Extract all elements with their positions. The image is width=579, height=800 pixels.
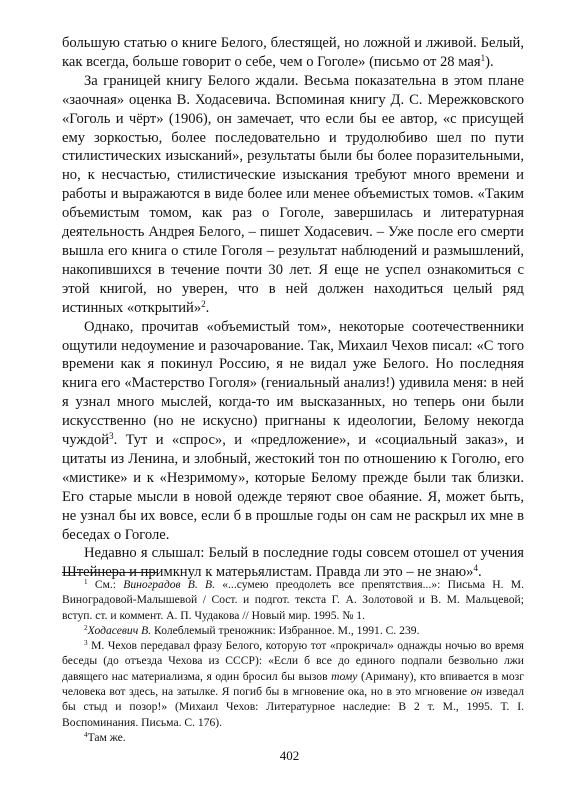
- footnote-text: См.:: [87, 578, 124, 591]
- footnote-text: «...сумею преодолеть все препятствия...»: Письма Н. М. Виноградовой-Малышевой / Сост. и подгот. текста Г. А. Золотовой и В. М. Мальцевой; вступ. ст. и коммент. А. П. Чудакова // Новый мир. 1995. № 1.: [62, 578, 524, 622]
- footnote-text: М. Чехов передавал фразу Белого, которую тот «прокричал» однажды ночью во время беседы (до отъезда Чехова из СССР): «Если б все до единого подпали безвольно лжи давящего нас материализма, я один бросил бы вызов: [62, 639, 524, 683]
- page-number: 402: [279, 748, 300, 763]
- footnote-ref: 3: [109, 431, 114, 442]
- footnote: [62, 638, 524, 730]
- footnote-ref: 2: [201, 298, 206, 309]
- footnote: [62, 623, 524, 638]
- paragraph-text-tail: .: [478, 564, 482, 581]
- paragraph-text-tail: . Тут и «спрос», и «предложение», и «социальный заказ», и цитаты из Ленина, и злобный, жестокий тон по отношению к Гоголю, его «мистике» и к «Незримому», которые Белому прежде были так близки. Его старые мысли в новой одежде теряют свое обаяние. Я, может быть, не узнал бы их вовсе, если б в прошлые годы он сам не раскрыл их мне в беседах о Гоголе.: [62, 432, 524, 543]
- footnote-text: (Ариману), кто впивается в мозг человека вот здесь, на затылке. Я погиб бы в мгновение ока, но в это мгновение: [62, 669, 524, 699]
- footnote-author: Ходасевич В.: [87, 623, 152, 637]
- footnote-emphasis: тому: [331, 669, 358, 683]
- footnote-text: Там же.: [87, 730, 126, 744]
- paragraph-text: За границей книгу Белого ждали. Весьма показательна в этом плане «заочная» оценка В. Ходасевича. Вспоминая книгу Д. С. Мережковского «Гоголь и чёрт» (1906), он замечает, что если бы ее автор, «с присущей ему зоркостью, более последовательно и трудолюбиво шел по пути стилистических изысканий», результаты были бы более поразительными, но, к несчастью, стилистические изыскания требуют много времени и работы и выражаются в виде более или менее объемистых томов. «Таким объемистым томом, как раз о Гоголе, завершилась и литературная деятельность Андрея Белого, – пишет Ходасевич. – Уже после его смерти вышла его книга о стиле Гоголя – результат наблюдений и размышлений, накопившихся в течение почти 30 лет. Я еще не успел ознакомиться с этой книгой, но уверен, что в ней должен находиться целый ряд истинных «открытий»: [62, 72, 524, 316]
- footnote-author: Виноградов В. В.: [123, 578, 215, 591]
- paragraph: [62, 72, 524, 318]
- footnote: [62, 730, 524, 745]
- paragraph-continued: [62, 34, 524, 72]
- footnote-emphasis: он: [470, 685, 483, 699]
- main-text: [62, 34, 524, 582]
- footnotes: [62, 577, 524, 745]
- footnote-ref: 4: [473, 563, 479, 574]
- footnote-ref: 1: [480, 52, 486, 63]
- footnote-number: 2: [84, 623, 88, 632]
- paragraph-text-tail: ).: [485, 53, 494, 70]
- footnote-text: Колеблемый треножник: Избранное. М., 1991. С. 239.: [151, 623, 420, 637]
- footnote-number: 1: [84, 578, 88, 587]
- paragraph-text: большую статью о книге Белого, блестящей, но ложной и лживой. Белый, как всегда, больше говорит о себе, чем о Гоголе» (письмо от 28 мая: [62, 35, 524, 70]
- footnote-text: изведал бы стыд и позор!» (Михаил Чехов: Литературное наследие: В 2 т. М., 1995. Т. I. Воспоминания. Письма. С. 176).: [62, 685, 524, 729]
- footnote-number: 4: [84, 731, 88, 740]
- paragraph-text: Недавно я слышал: Белый в последние годы совсем отошел от учения Штейнера и примкнул к матерьялистам. Правда ли это – не знаю»: [62, 545, 524, 581]
- paragraph-text: Однако, прочитав «объемистый том», некоторые соотечественники ощутили недоумение и разочарование. Так, Михаил Чехов писал: «С того времени как я покинул Россию, я не видал уже Белого. Но последняя книга его «Мастерство Гоголя» (гениальный анализ!) удивила меня: в ней я узнал много мыслей, когда-то им высказанных, но теперь они были искусственно (но не искусно) пригнаны к идеологии, Белому некогда чуждой: [62, 318, 524, 449]
- footnote-number: 3: [84, 639, 88, 648]
- footnote: [62, 577, 524, 623]
- footnote-divider: [62, 572, 158, 573]
- paragraph: [62, 318, 524, 545]
- paragraph-text-tail: .: [205, 299, 210, 316]
